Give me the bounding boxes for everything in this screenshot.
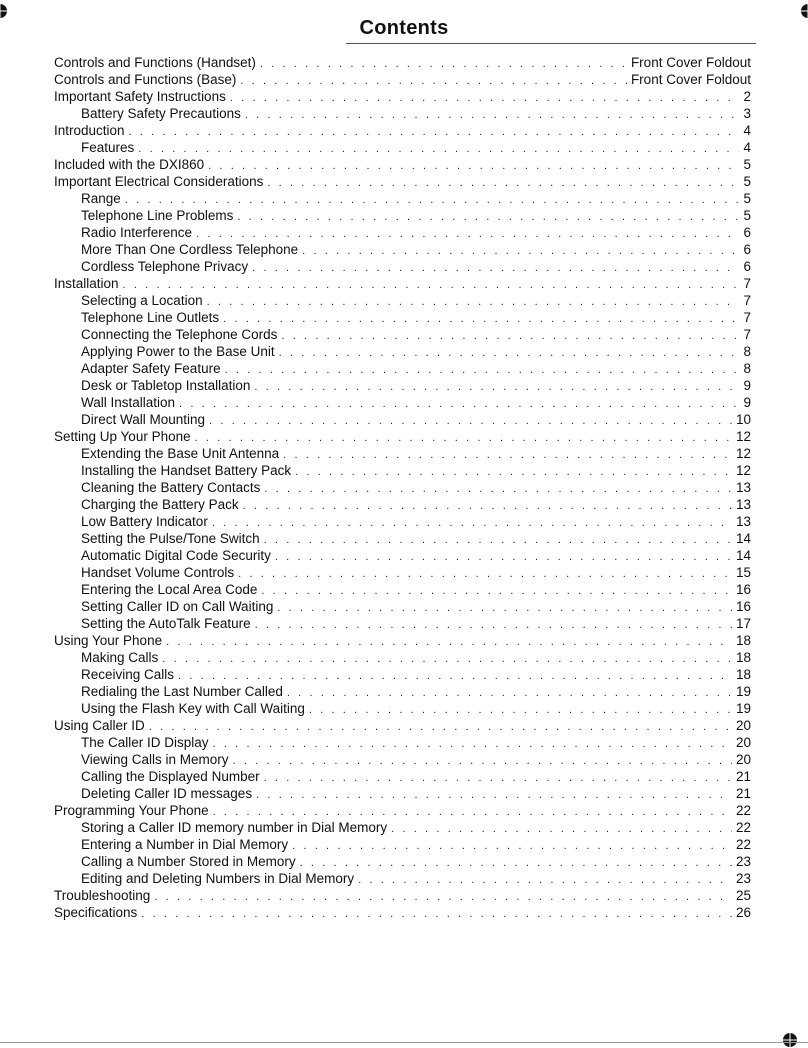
toc-entry-label: The Caller ID Display: [81, 735, 209, 750]
toc-entry-page: 5: [743, 157, 751, 172]
toc-dot-leader: [309, 702, 732, 719]
toc-entry[interactable]: [54, 887, 751, 904]
toc-entry-label: Range: [81, 191, 121, 206]
toc-entry-page: 16: [735, 599, 751, 614]
toc-dot-leader: [212, 515, 732, 532]
toc-entry-page: 13: [735, 514, 751, 529]
toc-entry-page: 6: [743, 242, 751, 257]
toc-entry-page: 22: [735, 820, 751, 835]
toc-entry-label: More Than One Cordless Telephone: [81, 242, 299, 257]
toc-entry-page: 13: [735, 497, 751, 512]
toc-entry-label: Extending the Base Unit Antenna: [81, 446, 280, 461]
toc-dot-leader: [256, 787, 732, 804]
toc-dot-leader: [237, 209, 739, 226]
toc-entry[interactable]: [54, 819, 751, 836]
toc-entry[interactable]: [54, 105, 751, 122]
toc-dot-leader: [233, 753, 732, 770]
toc-entry-page: 6: [743, 225, 751, 240]
toc-entry[interactable]: [54, 326, 751, 343]
toc-dot-leader: [267, 175, 739, 192]
toc-entry[interactable]: [54, 462, 751, 479]
toc-entry-label: Storing a Caller ID memory number in Dial Memory: [81, 820, 388, 835]
toc-entry-label: Controls and Functions (Handset): [54, 55, 256, 70]
toc-entry[interactable]: [54, 836, 751, 853]
toc-entry-label: Wall Installation: [81, 395, 176, 410]
toc-entry[interactable]: [54, 122, 751, 139]
toc-entry-label: Editing and Deleting Numbers in Dial Memory: [81, 871, 355, 886]
toc-entry-label: Automatic Digital Code Security: [81, 548, 271, 563]
toc-entry[interactable]: [54, 700, 751, 717]
toc-entry[interactable]: [54, 377, 751, 394]
toc-dot-leader: [292, 838, 732, 855]
title-divider: [346, 43, 756, 44]
toc-entry-label: Making Calls: [81, 650, 159, 665]
toc-entry-label: Selecting a Location: [81, 293, 203, 308]
toc-entry-label: Using Your Phone: [54, 633, 163, 648]
toc-entry-page: 7: [743, 293, 751, 308]
toc-entry-label: Direct Wall Mounting: [81, 412, 206, 427]
toc-entry-label: Using the Flash Key with Call Waiting: [81, 701, 305, 716]
toc-entry-label: Programming Your Phone: [54, 803, 209, 818]
toc-dot-leader: [223, 311, 739, 328]
toc-entry-label: Controls and Functions (Base): [54, 72, 237, 87]
toc-entry[interactable]: [54, 343, 751, 360]
toc-entry-page: 21: [735, 769, 751, 784]
toc-dot-leader: [255, 617, 732, 634]
toc-entry[interactable]: [54, 445, 751, 462]
toc-entry[interactable]: [54, 241, 751, 258]
toc-entry[interactable]: [54, 632, 751, 649]
toc-dot-leader: [238, 566, 732, 583]
toc-dot-leader: [260, 56, 627, 73]
toc-entry-page: 9: [743, 395, 751, 410]
toc-dot-leader: [138, 141, 739, 158]
toc-entry-label: Important Safety Instructions: [54, 89, 226, 104]
toc-entry-label: Receiving Calls: [81, 667, 175, 682]
toc-entry[interactable]: [54, 666, 751, 683]
toc-entry-page: 2: [743, 89, 751, 104]
toc-entry[interactable]: [54, 785, 751, 802]
toc-entry-page: 5: [743, 174, 751, 189]
toc-dot-leader: [162, 651, 732, 668]
toc-entry-page: 14: [735, 548, 751, 563]
toc-entry-label: Cordless Telephone Privacy: [81, 259, 249, 274]
toc-dot-leader: [166, 634, 732, 651]
toc-entry-label: Calling a Number Stored in Memory: [81, 854, 296, 869]
toc-dot-leader: [391, 821, 732, 838]
toc-entry-label: Cleaning the Battery Contacts: [81, 480, 261, 495]
toc-entry-page: 20: [735, 718, 751, 733]
registration-mark-icon: [782, 1032, 798, 1048]
page-bottom-edge: [0, 1042, 808, 1043]
toc-entry-label: Setting the Pulse/Tone Switch: [81, 531, 260, 546]
toc-entry[interactable]: [54, 581, 751, 598]
toc-dot-leader: [264, 532, 732, 549]
toc-dot-leader: [230, 90, 740, 107]
toc-dot-leader: [264, 770, 732, 787]
toc-entry-label: Battery Safety Precautions: [81, 106, 241, 121]
toc-entry[interactable]: [54, 71, 751, 88]
toc-entry-page: Front Cover Foldout: [630, 55, 751, 70]
toc-dot-leader: [302, 243, 739, 260]
toc-entry[interactable]: [54, 139, 751, 156]
toc-entry-page: 16: [735, 582, 751, 597]
toc-entry-label: Deleting Caller ID messages: [81, 786, 253, 801]
toc-dot-leader: [154, 889, 732, 906]
toc-entry-page: 21: [735, 786, 751, 801]
toc-entry[interactable]: [54, 54, 751, 71]
toc-entry-page: 6: [743, 259, 751, 274]
toc-dot-leader: [254, 379, 739, 396]
toc-entry[interactable]: [54, 156, 751, 173]
toc-entry[interactable]: [54, 309, 751, 326]
toc-entry[interactable]: [54, 734, 751, 751]
toc-dot-leader: [243, 498, 732, 515]
toc-entry[interactable]: [54, 190, 751, 207]
toc-dot-leader: [264, 481, 732, 498]
toc-entry-page: 22: [735, 837, 751, 852]
toc-dot-leader: [300, 855, 732, 872]
toc-entry-label: Setting Up Your Phone: [54, 429, 191, 444]
toc-entry-label: Included with the DXI860: [54, 157, 205, 172]
toc-entry[interactable]: [54, 292, 751, 309]
toc-dot-leader: [123, 277, 740, 294]
toc-entry-label: Entering the Local Area Code: [81, 582, 258, 597]
toc-entry[interactable]: [54, 411, 751, 428]
toc-entry[interactable]: [54, 870, 751, 887]
toc-entry-page: 12: [735, 463, 751, 478]
toc-entry-page: 20: [735, 735, 751, 750]
toc-entry-page: 3: [743, 106, 751, 121]
toc-dot-leader: [252, 260, 739, 277]
toc-entry-page: 19: [735, 684, 751, 699]
toc-entry[interactable]: [54, 173, 751, 190]
toc-dot-leader: [261, 583, 732, 600]
toc-entry-page: 5: [743, 191, 751, 206]
toc-entry-page: 7: [743, 327, 751, 342]
toc-entry-label: Charging the Battery Pack: [81, 497, 239, 512]
toc-entry[interactable]: [54, 547, 751, 564]
toc-entry[interactable]: [54, 598, 751, 615]
toc-entry[interactable]: [54, 904, 751, 921]
toc-entry-page: 4: [743, 140, 751, 155]
toc-dot-leader: [283, 447, 732, 464]
toc-entry-page: 14: [735, 531, 751, 546]
toc-entry-label: Installing the Handset Battery Pack: [81, 463, 292, 478]
toc-entry[interactable]: [54, 513, 751, 530]
toc-entry[interactable]: [54, 615, 751, 632]
toc-entry-page: 5: [743, 208, 751, 223]
toc-entry-page: 23: [735, 871, 751, 886]
toc-dot-leader: [149, 719, 732, 736]
toc-entry[interactable]: [54, 207, 751, 224]
toc-entry-label: Applying Power to the Base Unit: [81, 344, 275, 359]
toc-entry-page: 12: [735, 446, 751, 461]
toc-dot-leader: [240, 73, 627, 90]
toc-entry-page: 17: [735, 616, 751, 631]
toc-dot-leader: [141, 906, 732, 923]
toc-entry-label: Telephone Line Outlets: [81, 310, 220, 325]
toc-entry-page: 19: [735, 701, 751, 716]
toc-dot-leader: [358, 872, 732, 889]
toc-entry[interactable]: [54, 802, 751, 819]
toc-entry-page: 20: [735, 752, 751, 767]
toc-entry-label: Installation: [54, 276, 119, 291]
toc-entry-label: Calling the Displayed Number: [81, 769, 260, 784]
toc-entry-label: Low Battery Indicator: [81, 514, 208, 529]
table-of-contents: [54, 54, 751, 921]
toc-dot-leader: [179, 396, 739, 413]
toc-entry-page: 18: [735, 633, 751, 648]
toc-entry-label: Using Caller ID: [54, 718, 145, 733]
toc-entry-label: Features: [81, 140, 135, 155]
toc-entry-label: Handset Volume Controls: [81, 565, 235, 580]
toc-entry[interactable]: [54, 258, 751, 275]
page-title: Contents: [359, 17, 449, 39]
toc-entry-page: 8: [743, 344, 751, 359]
toc-entry[interactable]: [54, 275, 751, 292]
toc-dot-leader: [275, 549, 732, 566]
toc-entry-label: Radio Interference: [81, 225, 193, 240]
toc-entry-label: Entering a Number in Dial Memory: [81, 837, 289, 852]
toc-entry-page: 10: [735, 412, 751, 427]
toc-dot-leader: [281, 328, 739, 345]
toc-entry[interactable]: [54, 224, 751, 241]
toc-entry-label: Adapter Safety Feature: [81, 361, 221, 376]
toc-entry-label: Introduction: [54, 123, 125, 138]
toc-entry-page: 9: [743, 378, 751, 393]
toc-entry-page: 22: [735, 803, 751, 818]
toc-entry[interactable]: [54, 530, 751, 547]
toc-entry-page: 4: [743, 123, 751, 138]
toc-dot-leader: [277, 600, 732, 617]
toc-entry[interactable]: [54, 496, 751, 513]
toc-entry-label: Telephone Line Problems: [81, 208, 234, 223]
toc-dot-leader: [213, 736, 732, 753]
toc-entry-label: Specifications: [54, 905, 138, 920]
toc-entry[interactable]: [54, 479, 751, 496]
toc-entry[interactable]: [54, 649, 751, 666]
toc-entry-page: Front Cover Foldout: [630, 72, 751, 87]
toc-entry-page: 7: [743, 276, 751, 291]
toc-entry-label: Troubleshooting: [54, 888, 151, 903]
toc-entry-label: Setting Caller ID on Call Waiting: [81, 599, 274, 614]
toc-entry[interactable]: [54, 768, 751, 785]
toc-entry-label: Setting the AutoTalk Feature: [81, 616, 251, 631]
toc-entry-label: Viewing Calls in Memory: [81, 752, 229, 767]
toc-dot-leader: [208, 158, 739, 175]
toc-entry[interactable]: [54, 428, 751, 445]
toc-dot-leader: [225, 362, 740, 379]
toc-entry-page: 18: [735, 650, 751, 665]
toc-entry[interactable]: [54, 717, 751, 734]
toc-entry[interactable]: [54, 853, 751, 870]
toc-entry-page: 13: [735, 480, 751, 495]
toc-entry-label: Redialing the Last Number Called: [81, 684, 283, 699]
toc-entry[interactable]: [54, 564, 751, 581]
toc-entry[interactable]: [54, 751, 751, 768]
toc-dot-leader: [295, 464, 732, 481]
toc-entry-page: 23: [735, 854, 751, 869]
toc-entry-page: 26: [735, 905, 751, 920]
toc-entry-label: Connecting the Telephone Cords: [81, 327, 278, 342]
toc-entry-page: 8: [743, 361, 751, 376]
toc-entry[interactable]: [54, 88, 751, 105]
toc-entry-page: 18: [735, 667, 751, 682]
toc-entry[interactable]: [54, 683, 751, 700]
toc-entry-page: 12: [735, 429, 751, 444]
toc-entry-label: Desk or Tabletop Installation: [81, 378, 251, 393]
toc-dot-leader: [207, 294, 740, 311]
toc-entry-label: Important Electrical Considerations: [54, 174, 264, 189]
toc-entry[interactable]: [54, 394, 751, 411]
toc-dot-leader: [287, 685, 732, 702]
toc-dot-leader: [209, 413, 732, 430]
toc-dot-leader: [129, 124, 740, 141]
toc-entry-page: 7: [743, 310, 751, 325]
toc-entry-page: 25: [735, 888, 751, 903]
toc-dot-leader: [279, 345, 740, 362]
toc-entry[interactable]: [54, 360, 751, 377]
toc-entry-page: 15: [735, 565, 751, 580]
toc-dot-leader: [245, 107, 740, 124]
